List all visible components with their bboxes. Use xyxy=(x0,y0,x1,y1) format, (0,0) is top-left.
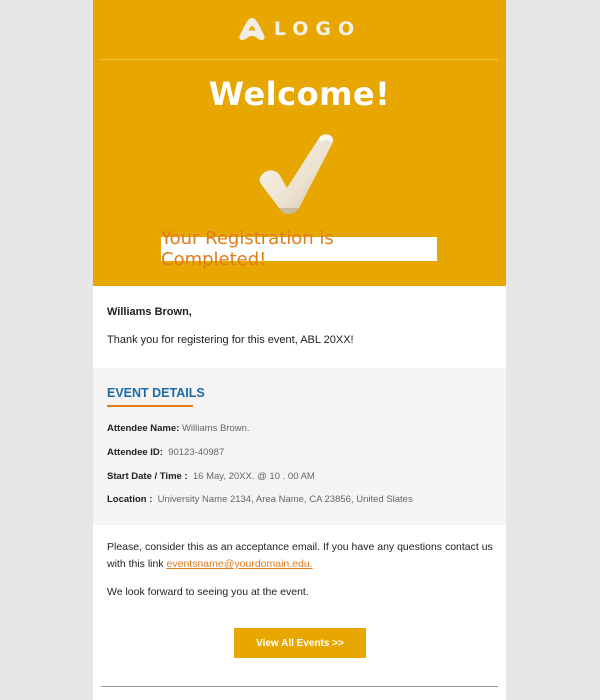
welcome-heading: Welcome! xyxy=(208,75,391,113)
detail-label: Attendee Name: xyxy=(107,423,180,434)
logo[interactable] xyxy=(93,14,506,44)
detail-row-attendee-id xyxy=(107,447,224,458)
contact-email-link[interactable]: eventsname@yourdomain.edu. xyxy=(166,558,313,570)
footer-divider xyxy=(101,686,498,687)
closing-text: We look forward to seeing you at the event. xyxy=(107,586,309,598)
detail-row-start-date xyxy=(107,471,315,482)
email-container xyxy=(93,0,506,700)
detail-value: 16 May, 20XX. @ 10 . 00 AM xyxy=(192,471,315,482)
detail-label: Location : xyxy=(107,494,153,505)
view-all-events-button[interactable]: View All Events >> xyxy=(234,628,366,658)
event-details-title: EVENT DETAILS xyxy=(107,386,205,400)
hero-banner xyxy=(93,0,506,286)
checkmark-icon xyxy=(253,128,343,220)
thank-you-text: Thank you for registering for this event, ABL 20XX! xyxy=(107,334,354,346)
title-underline xyxy=(107,405,193,407)
detail-label: Start Date / Time : xyxy=(107,471,188,482)
detail-value: 90123-40987 xyxy=(168,447,225,458)
logo-text: LOGO xyxy=(273,18,362,40)
acceptance-text: Please, consider this as an acceptance email. If you have any questions contact us with this link xyxy=(107,541,493,570)
greeting: Williams Brown, xyxy=(107,306,192,318)
acceptance-paragraph xyxy=(107,539,497,573)
detail-label: Attendee ID: xyxy=(107,447,163,458)
detail-value: Williams Brown. xyxy=(181,423,250,434)
hero-divider xyxy=(101,59,498,60)
detail-value: University Name 2134, Area Name, CA 23856, United Slates xyxy=(157,494,413,505)
event-details-section xyxy=(93,368,506,525)
registration-status-badge: Your Registration is Completed! xyxy=(161,237,437,261)
logo-mark-icon xyxy=(238,16,266,42)
detail-row-attendee-name xyxy=(107,423,250,434)
detail-row-location xyxy=(107,494,413,505)
